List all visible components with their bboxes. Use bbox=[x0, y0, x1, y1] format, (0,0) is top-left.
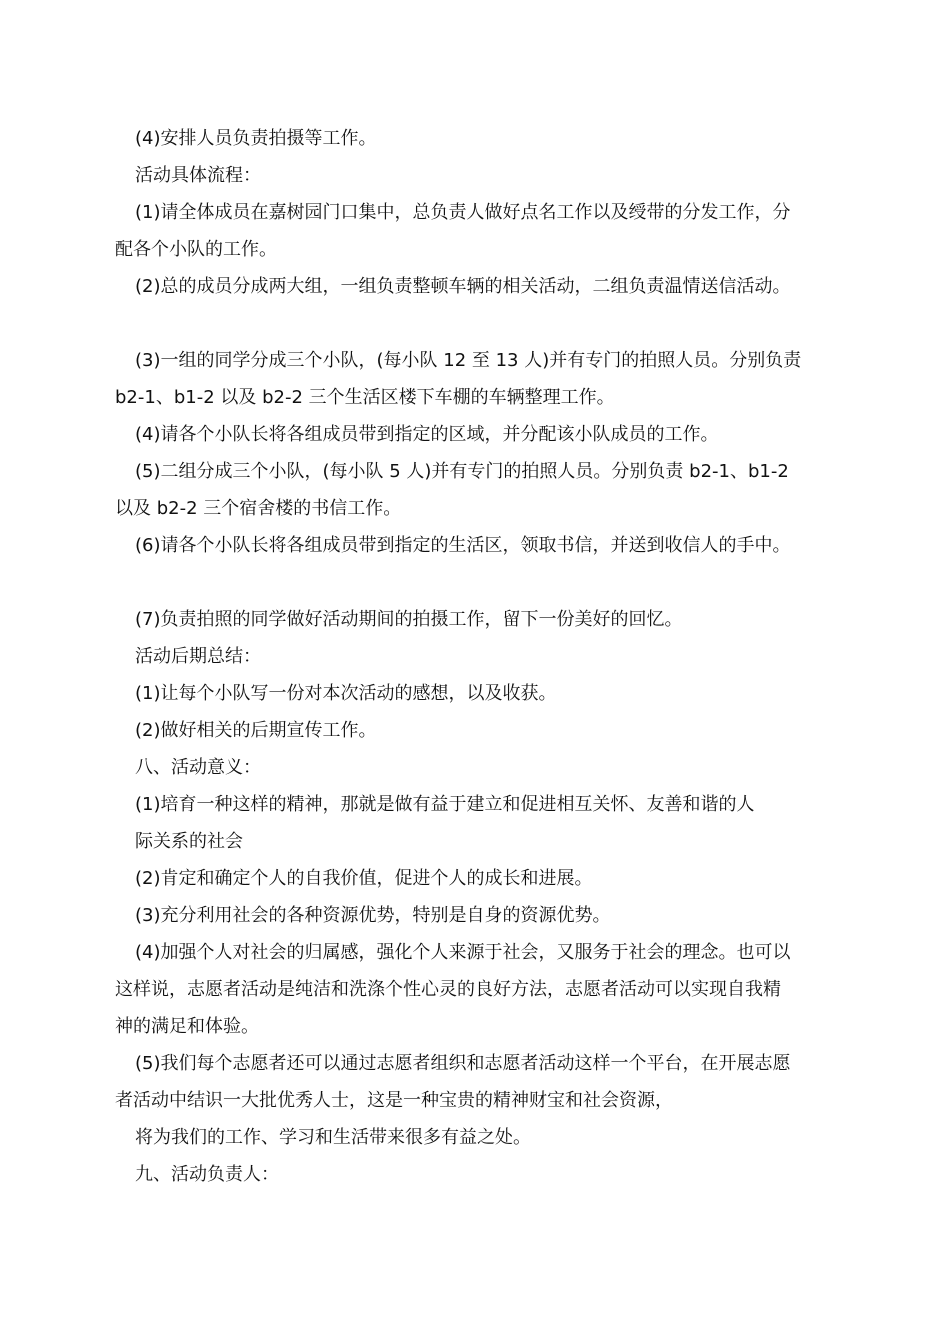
paragraph-line: 际关系的社会 bbox=[135, 831, 243, 852]
paragraph-line: 以及 b2-2 三个宿舍楼的书信工作。 bbox=[115, 498, 402, 519]
paragraph-line: (5)二组分成三个小队，(每小队 5 人)并有专门的拍照人员。分别负责 b2-1、b1-2 bbox=[135, 461, 789, 482]
paragraph-line: (6)请各个小队长将各组成员带到指定的生活区，领取书信，并送到收信人的手中。 bbox=[135, 535, 791, 556]
paragraph-line: 神的满足和体验。 bbox=[115, 1016, 259, 1037]
section-heading: 八、活动意义： bbox=[135, 757, 261, 778]
paragraph-line: (1)让每个小队写一份对本次活动的感想，以及收获。 bbox=[135, 683, 557, 704]
paragraph-line: (4)安排人员负责拍摄等工作。 bbox=[135, 128, 377, 149]
section-heading: 活动后期总结： bbox=[135, 646, 261, 667]
paragraph-line: (1)培育一种这样的精神，那就是做有益于建立和促进相互关怀、友善和谐的人 bbox=[135, 794, 755, 815]
blank-line bbox=[115, 564, 840, 601]
paragraph-line: 配各个小队的工作。 bbox=[115, 239, 277, 260]
paragraph-line: (2)肯定和确定个人的自我价值，促进个人的成长和进展。 bbox=[135, 868, 593, 889]
section-heading: 九、活动负责人： bbox=[135, 1164, 279, 1185]
paragraph-line: b2-1、b1-2 以及 b2-2 三个生活区楼下车棚的车辆整理工作。 bbox=[115, 387, 615, 408]
blank-line bbox=[115, 305, 840, 342]
paragraph-line: 者活动中结识一大批优秀人士，这是一种宝贵的精神财宝和社会资源， bbox=[115, 1090, 673, 1111]
section-heading: 活动具体流程： bbox=[135, 165, 261, 186]
paragraph-line: (2)做好相关的后期宣传工作。 bbox=[135, 720, 377, 741]
paragraph-line: 将为我们的工作、学习和生活带来很多有益之处。 bbox=[135, 1127, 531, 1148]
paragraph-line: (4)加强个人对社会的归属感，强化个人来源于社会，又服务于社会的理念。也可以 bbox=[135, 942, 791, 963]
paragraph-line: (4)请各个小队长将各组成员带到指定的区域，并分配该小队成员的工作。 bbox=[135, 424, 719, 445]
paragraph-line: (3)一组的同学分成三个小队，(每小队 12 至 13 人)并有专门的拍照人员。分别负责 bbox=[135, 350, 802, 371]
paragraph-line: (5)我们每个志愿者还可以通过志愿者组织和志愿者活动这样一个平台，在开展志愿 bbox=[135, 1053, 791, 1074]
paragraph-line: (2)总的成员分成两大组，一组负责整顿车辆的相关活动，二组负责温情送信活动。 bbox=[135, 276, 791, 297]
document-body bbox=[115, 120, 840, 1193]
paragraph-line: 这样说，志愿者活动是纯洁和洗涤个性心灵的良好方法，志愿者活动可以实现自我精 bbox=[115, 979, 781, 1000]
paragraph-line: (3)充分利用社会的各种资源优势，特别是自身的资源优势。 bbox=[135, 905, 611, 926]
paragraph-line: (7)负责拍照的同学做好活动期间的拍摄工作，留下一份美好的回忆。 bbox=[135, 609, 683, 630]
paragraph-line: (1)请全体成员在嘉树园门口集中，总负责人做好点名工作以及绶带的分发工作，分 bbox=[135, 202, 791, 223]
